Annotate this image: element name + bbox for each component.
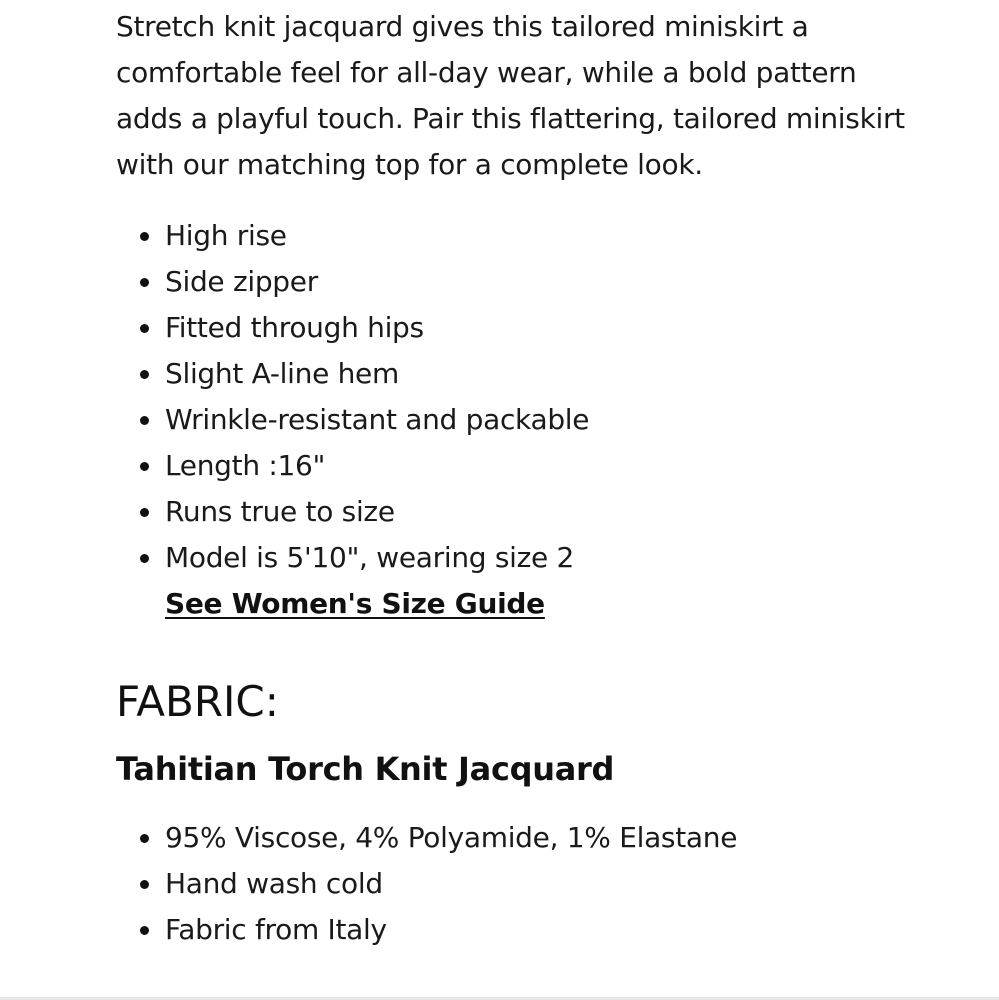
bullet-icon (140, 834, 149, 843)
list-item (116, 259, 916, 305)
bullet-icon (140, 554, 149, 563)
bullet-icon (140, 880, 149, 889)
feature-text: High rise (165, 219, 287, 252)
bullet-icon (140, 462, 149, 471)
bullet-icon (140, 324, 149, 333)
list-item (116, 443, 916, 489)
size-guide-link[interactable]: See Women's Size Guide (165, 587, 545, 620)
fabric-detail-text: Hand wash cold (165, 867, 383, 900)
fabric-details-list (116, 815, 916, 953)
list-item (116, 907, 916, 953)
feature-text: Side zipper (165, 265, 318, 298)
feature-text: Runs true to size (165, 495, 395, 528)
feature-text: Length :16" (165, 449, 326, 482)
bullet-icon (140, 416, 149, 425)
product-description: Stretch knit jacquard gives this tailored miniskirt a comfortable feel for all-day wear, while a bold pattern adds a playful touch. Pair this flattering, tailored miniskirt with our matching top for a complete look. (116, 10, 905, 181)
fabric-heading: FABRIC: (116, 677, 279, 726)
list-item (116, 351, 916, 397)
fabric-name: Tahitian Torch Knit Jacquard (116, 750, 615, 788)
list-item (116, 397, 916, 443)
feature-text: Wrinkle-resistant and packable (165, 403, 590, 436)
fabric-detail-text: Fabric from Italy (165, 913, 387, 946)
bullet-icon (140, 926, 149, 935)
feature-text: Model is 5'10", wearing size 2 (165, 541, 575, 574)
list-item (116, 535, 916, 581)
product-details (116, 4, 916, 953)
feature-text: Fitted through hips (165, 311, 424, 344)
list-item (116, 861, 916, 907)
bullet-icon (140, 508, 149, 517)
feature-text: Slight A-line hem (165, 357, 399, 390)
bullet-icon (140, 370, 149, 379)
list-item (116, 305, 916, 351)
fabric-detail-text: 95% Viscose, 4% Polyamide, 1% Elastane (165, 821, 738, 854)
feature-list (116, 213, 916, 581)
bullet-icon (140, 232, 149, 241)
list-item (116, 213, 916, 259)
list-item (116, 489, 916, 535)
list-item (116, 815, 916, 861)
bullet-icon (140, 278, 149, 287)
